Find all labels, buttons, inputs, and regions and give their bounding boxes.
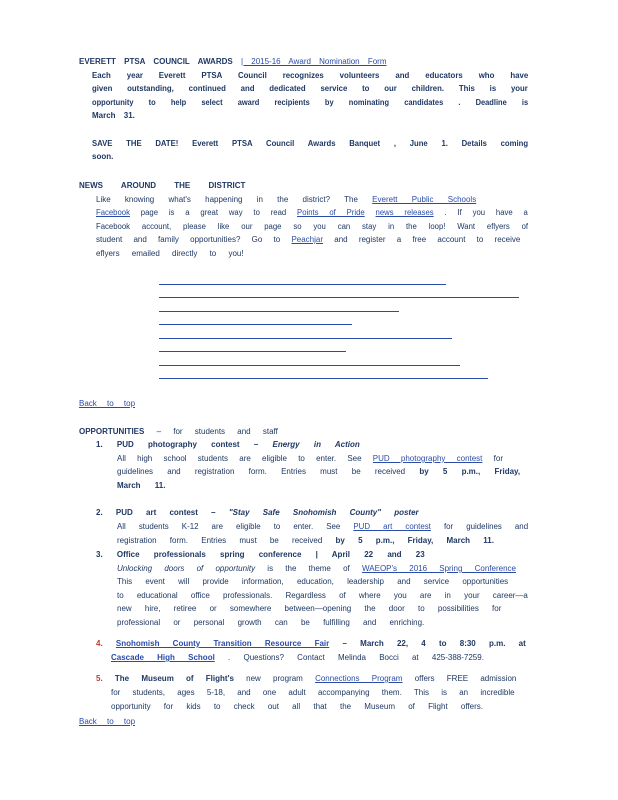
pud-photography-contest-link[interactable]: PUD photography contest <box>372 454 483 463</box>
item-5-line-1 <box>96 672 516 685</box>
item-1-line-1 <box>117 452 503 465</box>
news-line-4-text: student and family opportunities? Go to <box>96 235 281 244</box>
item-2-line-2 <box>117 534 494 547</box>
item-3-line-5: professional or personal growth can be fulfilling and enriching. <box>117 618 425 627</box>
item-3-title: Office professionals spring conference | April 22 and 23 <box>116 550 425 559</box>
opportunities-heading <box>79 425 278 438</box>
facebook-link[interactable]: Facebook <box>96 208 130 217</box>
back-to-top-link[interactable]: Back to top <box>79 399 136 408</box>
opportunities-heading-sub: – for students and staff <box>156 427 278 436</box>
item-1-deadline: by 5 p.m., Friday, <box>419 467 521 476</box>
item-3-line-3: to educational office professionals. Regardless of where you are in your career—a <box>117 591 528 600</box>
item-1-theme: Energy in Action <box>272 440 360 449</box>
waeop-conference-link[interactable]: WAEOP's 2016 Spring Conference <box>362 564 516 573</box>
item-1-dash: – <box>253 440 259 449</box>
item-1-title: PUD photography contest <box>116 440 240 449</box>
intro-line-4: March 31. <box>92 111 135 120</box>
points-of-pride-link[interactable]: Points of Pride <box>297 208 365 217</box>
item-1-line-1-end: for <box>493 454 503 463</box>
item-5-line-1-end: offers FREE admission <box>414 674 517 683</box>
peachjar-link[interactable]: Peachjar <box>291 235 324 244</box>
item-2-line-1-text: All students K-12 are eligible to enter. See <box>117 522 341 531</box>
nomination-form-link[interactable]: | 2015-16 Award Nomination Form <box>240 57 387 66</box>
item-2-number: 2. <box>96 508 103 517</box>
item-2-line-1 <box>117 520 528 533</box>
blank-line <box>159 324 352 325</box>
item-1-line-3: March 11. <box>117 481 166 490</box>
news-line-4-end: and register a free account to receive <box>334 235 521 244</box>
opportunities-heading-title: OPPORTUNITIES <box>79 427 145 436</box>
item-3-line-4: new hire, retiree or somewhere between—opening the door to possibilities for <box>117 604 502 613</box>
item-5-line-1-text: new program <box>246 674 303 683</box>
intro-line-2: given outstanding, continued and dedicated service to our children. This is your <box>92 84 528 93</box>
news-line-2 <box>96 206 528 219</box>
news-releases-link[interactable]: news releases <box>375 208 434 217</box>
transition-resource-fair-link[interactable]: Snohomish County Transition Resource Fair <box>115 639 330 648</box>
blank-line <box>159 284 446 285</box>
blank-line <box>159 378 488 379</box>
item-3-number: 3. <box>96 550 103 559</box>
save-the-date-line-1: SAVE THE DATE! Everett PTSA Council Awards Banquet , June 1. Details coming <box>92 139 529 148</box>
back-to-top-link-bottom[interactable]: Back to top <box>79 717 136 726</box>
connections-program-link[interactable]: Connections Program <box>315 674 403 683</box>
news-line-1-text: Like knowing what's happening in the district? The <box>96 195 358 204</box>
news-line-4 <box>96 233 520 246</box>
everett-public-schools-link[interactable]: Everett Public Schools <box>372 195 477 204</box>
news-line-5: eflyers emailed directly to you! <box>96 249 244 258</box>
blank-line <box>159 311 399 312</box>
item-5-number: 5. <box>96 674 103 683</box>
item-3-title-line <box>96 548 425 561</box>
item-4-date: – March 22, 4 to 8:30 p.m. at <box>342 639 526 648</box>
cascade-high-school-link[interactable]: Cascade High School <box>111 653 215 662</box>
item-5-line-3: opportunity for kids to check out all that the Museum of Flight offers. <box>111 702 483 711</box>
news-heading: NEWS AROUND THE DISTRICT <box>79 181 246 190</box>
item-4-line-2 <box>111 651 484 664</box>
item-2-title: PUD art contest <box>115 508 198 517</box>
item-3-line-1 <box>117 562 516 575</box>
news-line-2-end: . If you have a <box>444 208 528 217</box>
item-3-line-2: This event will provide information, education, leadership and service opportunities <box>117 577 509 586</box>
blank-line <box>159 365 460 366</box>
blank-line <box>159 351 346 352</box>
item-4-contact: . Questions? Contact Melinda Bocci at 425-388-7259. <box>228 653 484 662</box>
item-2-title-line <box>96 506 419 519</box>
intro-line-3: opportunity to help select award recipients by nominating candidates . Deadline is <box>92 98 529 107</box>
blank-line <box>159 338 452 339</box>
item-5-line-2: for students, ages 5-18, and one adult accompanying them. This is an incredible <box>111 688 515 697</box>
form-title <box>79 55 387 68</box>
item-1-number: 1. <box>96 440 103 449</box>
item-3-theme: Unlocking doors of opportunity <box>117 564 256 573</box>
news-line-2-text: page is a great way to read <box>140 208 287 217</box>
item-2-line-2-text: registration form. Entries must be received <box>117 536 323 545</box>
news-line-3: Facebook account, please like our page so you can stay in the loop! Want eflyers of <box>96 222 529 231</box>
item-1-line-2 <box>117 465 520 478</box>
intro-line-1: Each year Everett PTSA Council recognizes volunteers and educators who have <box>92 71 529 80</box>
item-2-deadline: by 5 p.m., Friday, March 11. <box>335 536 494 545</box>
blank-line <box>159 297 519 298</box>
pud-art-contest-link[interactable]: PUD art contest <box>353 522 431 531</box>
item-2-line-1-end: for guidelines and <box>443 522 529 531</box>
save-the-date-line-2: soon. <box>92 152 114 161</box>
item-4-number: 4. <box>96 639 103 648</box>
item-4-line-1 <box>96 637 526 650</box>
item-2-theme: – "Stay Safe Snohomish County" poster <box>211 508 419 517</box>
item-1-line-2-text: guidelines and registration form. Entries must be received <box>117 467 406 476</box>
item-3-line-1-text: is the theme of <box>267 564 350 573</box>
news-line-1 <box>96 193 476 206</box>
item-5-museum: The Museum of Flight's <box>114 674 234 683</box>
form-title-main: EVERETT PTSA COUNCIL AWARDS <box>79 57 233 66</box>
item-1-line-1-text: All high school students are eligible to enter. See <box>117 454 362 463</box>
item-1-title-line <box>96 438 360 451</box>
